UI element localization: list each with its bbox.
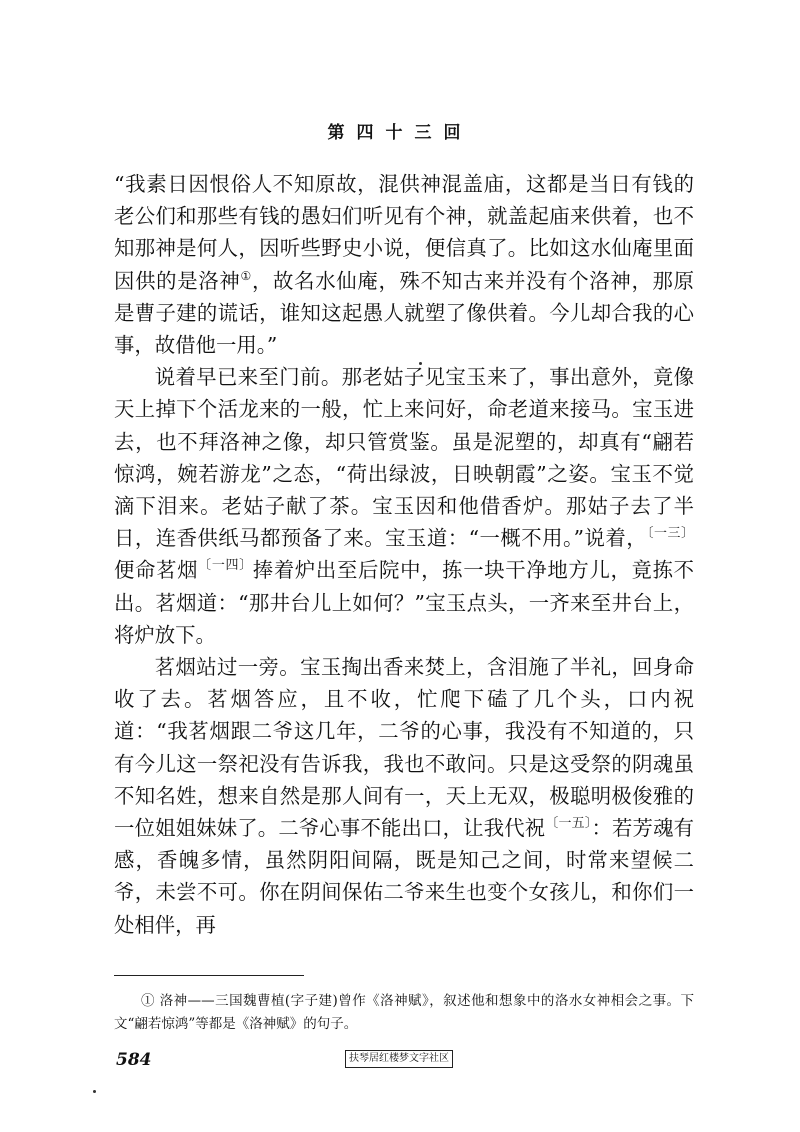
scan-speck <box>93 1090 96 1093</box>
annotation-ref-14: 〔一四〕 <box>198 558 253 574</box>
footnote-marker: ① <box>240 268 252 283</box>
annotation-ref-13: 〔一三〕 <box>647 526 694 542</box>
page-number: 584 <box>116 1050 152 1070</box>
paragraph-2 <box>114 361 694 651</box>
watermark-stamp: 扶琴居红楼梦文字社区 <box>345 1050 453 1068</box>
paragraph-1 <box>114 168 694 361</box>
footnote-text: 洛神——三国魏曹植(字子建)曾作《洛神赋》，叙述他和想象中的洛水女神相会之事。下文“翩若惊鸿”等都是《洛神赋》的句子。 <box>114 993 695 1032</box>
paragraph-1-text-b: ，故名水仙庵，殊不知古来并没有个洛神，那原是曹子建的谎话，谁知这起愚人就塑了像供着。今儿却合我的心事，故借他一用。” <box>114 268 694 358</box>
paragraph-3 <box>114 651 694 941</box>
running-header: 第四十三回 <box>327 123 473 143</box>
footnote-divider <box>114 975 304 976</box>
paragraph-2-text-a: 说着早已来至门前。那老姑子见宝玉来了，事出意外，竟像天上掉下个活龙来的一般，忙上来问好，命老道来接马。宝玉进去，也不拜洛神之像，却只管赏鉴。虽是泥塑的，却真有“翩若惊鸿，婉若游龙”之态，“荷出绿波，日映朝霞”之姿。宝玉不觉滴下泪来。老姑子献了茶。宝玉因和他借香炉。那姑子去了半日，连香供纸马都预备了来。宝玉道：“一概不用。”说着， <box>114 365 694 551</box>
main-text <box>114 168 694 941</box>
annotation-ref-15: 〔一五〕 <box>545 816 592 832</box>
scan-speck <box>419 362 422 365</box>
paragraph-3-text-a: 茗烟站过一旁。宝玉掏出香来焚上，含泪施了半礼，回身命收了去。茗烟答应，且不收，忙爬下磕了几个头，口内祝道：“我茗烟跟二爷这几年，二爷的心事，我没有不知道的，只有今儿这一祭祀没有告诉我，我也不敢问。只是这受祭的阴魂虽不知名姓，想来自然是那人间有一，天上无双，极聪明极俊雅的一位姐姐妹妹了。二爷心事不能出口，让我代祝 <box>114 655 694 841</box>
footnote <box>114 990 694 1036</box>
paragraph-1-text-a: “我素日因恨俗人不知原故，混供神混盖庙，这都是当日有钱的老公们和那些有钱的愚妇们听见有个神，就盖起庙来供着，也不知那神是何人，因听些野史小说，便信真了。比如这水仙庵里面因供的是洛神 <box>114 172 694 293</box>
footnote-marker-label: ① <box>141 993 155 1009</box>
paragraph-3-text-b: ：若芳魂有感，香魄多情，虽然阴阳间隔，既是知己之间，时常来望候二爷，未尝不可。你在阴间保佑二爷来生也变个女孩儿，和你们一处相伴，再 <box>114 816 695 937</box>
paragraph-2-text-b: 便命茗烟 <box>114 558 199 583</box>
paragraph-2-text-c: 捧着炉出至后院中，拣一块干净地方儿，竟拣不出。茗烟道：“那井台儿上如何？”宝玉点头，一齐来至井台上，将炉放下。 <box>114 558 694 647</box>
